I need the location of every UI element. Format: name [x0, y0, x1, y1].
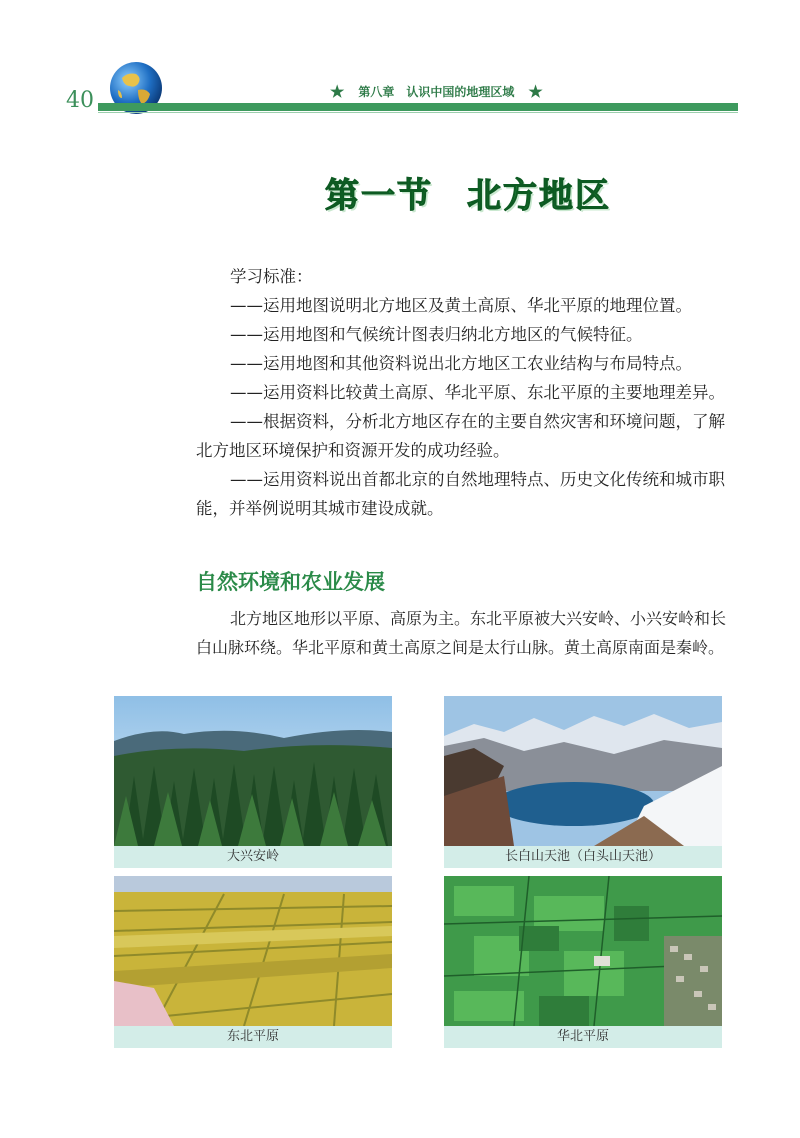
star-icon: ★: [528, 82, 543, 101]
chapter-title: 第八章 认识中国的地理区域: [358, 85, 515, 99]
photo-forest: [114, 696, 392, 846]
standards-label: 学习标准：: [230, 267, 313, 286]
photo-caption: 东北平原: [114, 1026, 392, 1048]
section-number: 第一节: [325, 176, 433, 216]
standard-item: ——运用地图说明北方地区及黄土高原、华北平原的地理位置。: [230, 296, 692, 315]
photo-caption: 长白山天池（白头山天池）: [444, 846, 722, 868]
standard-item: ——运用地图和气候统计图表归纳北方地区的气候特征。: [230, 325, 643, 344]
photo-caption: 大兴安岭: [114, 846, 392, 868]
section-title: [325, 168, 645, 217]
body-paragraph: 北方地区地形以平原、高原为主。东北平原被大兴安岭、小兴安岭和长白山脉环绕。华北平原和黄土高原之间是太行山脉。黄土高原南面是秦岭。: [196, 609, 727, 657]
star-icon: ★: [330, 82, 345, 101]
standard-item: ——根据资料，分析北方地区存在的主要自然灾害和环境问题，了解北方地区环境保护和资源开发的成功经验。: [196, 412, 725, 460]
photo-tianchi: [444, 696, 722, 846]
standard-item: ——运用资料比较黄土高原、华北平原、东北平原的主要地理差异。: [230, 383, 725, 402]
photo-north-china-plain: [444, 876, 722, 1026]
header-bar: [98, 103, 738, 111]
header-rule: [98, 112, 738, 113]
standard-item: ——运用地图和其他资料说出北方地区工农业结构与布局特点。: [230, 354, 692, 373]
standard-item: ——运用资料说出首都北京的自然地理特点、历史文化传统和城市职能，并举例说明其城市建设成就。: [196, 470, 725, 518]
learning-standards: [196, 262, 740, 523]
subheading: 自然环境和农业发展: [196, 570, 385, 594]
page-number: 40: [66, 88, 94, 113]
photo-northeast-plain: [114, 876, 392, 1026]
chapter-header: [330, 82, 590, 101]
photo-caption: 华北平原: [444, 1026, 722, 1048]
section-name: 北方地区: [467, 176, 611, 216]
